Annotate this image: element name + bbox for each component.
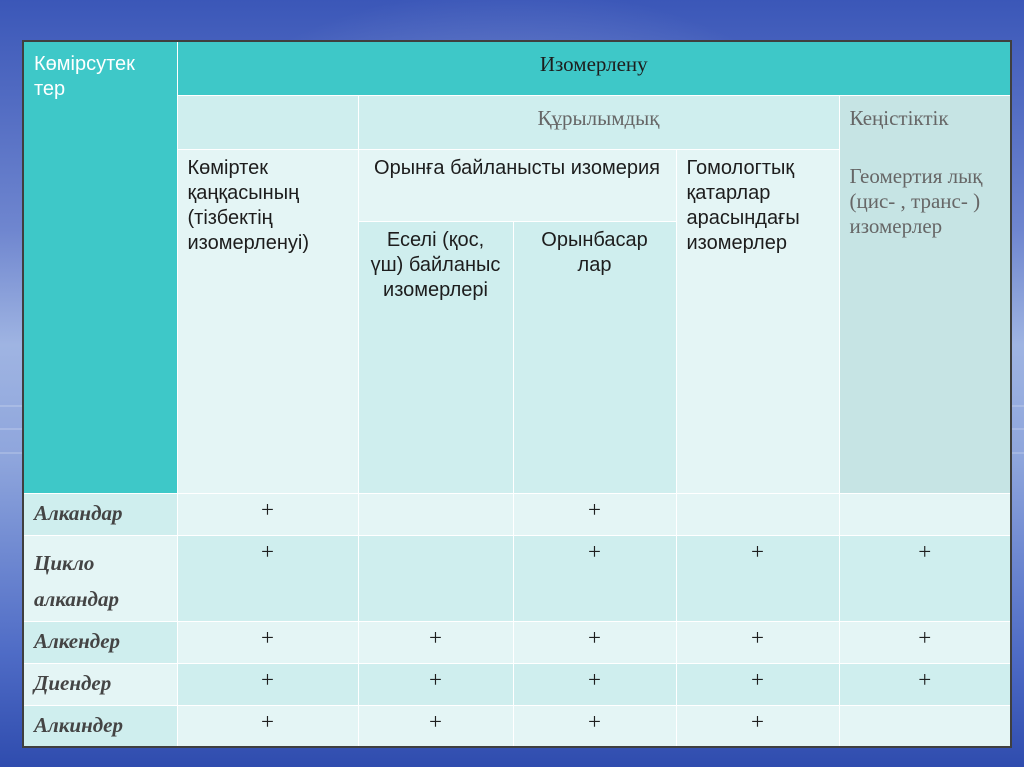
table-row bbox=[23, 493, 1011, 535]
table-cell bbox=[177, 663, 358, 705]
cell-value: + bbox=[261, 624, 274, 650]
table-cell bbox=[513, 705, 676, 747]
row-label: Цикло алкандар bbox=[34, 550, 119, 611]
table-cell bbox=[358, 621, 513, 663]
cell-value: + bbox=[918, 538, 932, 564]
cell-value: + bbox=[588, 666, 601, 692]
table-cell bbox=[177, 621, 358, 663]
header-spatial-label: Кеңістіктік bbox=[849, 105, 949, 130]
row-label: Алкендер bbox=[34, 628, 121, 653]
table-row bbox=[23, 535, 1011, 621]
cell-value: + bbox=[918, 666, 932, 692]
header-hydrocarbons-label: Көмірсутек тер bbox=[34, 53, 135, 100]
row-label-cell bbox=[23, 663, 177, 705]
cell-value: + bbox=[261, 708, 274, 734]
cell-value: + bbox=[261, 538, 274, 564]
row-label-cell bbox=[23, 535, 177, 621]
table-cell bbox=[177, 493, 358, 535]
header-empty-cell bbox=[177, 95, 358, 149]
table-cell bbox=[839, 621, 1011, 663]
table-cell bbox=[513, 621, 676, 663]
cell-value: + bbox=[751, 624, 764, 650]
table-cell bbox=[676, 705, 839, 747]
cell-value: + bbox=[751, 708, 764, 734]
header-multiple-bond-label: Еселі (қос, үш) байланыс изомерлері bbox=[370, 228, 501, 301]
cell-value: + bbox=[751, 538, 764, 564]
cell-value: + bbox=[429, 666, 442, 692]
header-substituent bbox=[513, 221, 676, 493]
cell-value: + bbox=[429, 708, 442, 734]
table-cell bbox=[177, 535, 358, 621]
table-cell bbox=[676, 493, 839, 535]
table-cell bbox=[358, 493, 513, 535]
cell-value: + bbox=[918, 624, 932, 650]
row-label-cell bbox=[23, 493, 177, 535]
row-label: Диендер bbox=[34, 670, 112, 695]
cell-value: + bbox=[588, 708, 601, 734]
cell-value bbox=[840, 706, 1011, 709]
table-cell bbox=[177, 705, 358, 747]
table-row bbox=[23, 663, 1011, 705]
table-row bbox=[23, 621, 1011, 663]
header-structural bbox=[358, 95, 839, 149]
table-cell bbox=[513, 535, 676, 621]
table-cell bbox=[358, 535, 513, 621]
cell-value: + bbox=[588, 496, 601, 522]
table-cell bbox=[358, 705, 513, 747]
cell-value: + bbox=[588, 538, 601, 564]
header-geometric-label: Геомертия лық (цис- , транс- ) изомерлер bbox=[849, 163, 983, 238]
row-label-cell bbox=[23, 705, 177, 747]
header-homolog bbox=[676, 149, 839, 493]
cell-value bbox=[359, 494, 513, 497]
row-label-cell bbox=[23, 621, 177, 663]
header-position-label: Орынға байланысты изомерия bbox=[374, 156, 660, 179]
header-hydrocarbons bbox=[23, 41, 177, 493]
header-position bbox=[358, 149, 676, 221]
table-cell bbox=[358, 663, 513, 705]
header-carbon-chain-label: Көміртек қаңқасының (тізбектің изомерленуі) bbox=[187, 156, 309, 254]
header-multiple-bond bbox=[358, 221, 513, 493]
cell-value: + bbox=[261, 666, 274, 692]
table-cell bbox=[676, 663, 839, 705]
row-label: Алкандар bbox=[34, 500, 123, 525]
header-substituent-label: Орынбасар лар bbox=[541, 228, 648, 276]
table-cell bbox=[839, 535, 1011, 621]
cell-value bbox=[359, 536, 513, 539]
table-row bbox=[23, 705, 1011, 747]
cell-value: + bbox=[751, 666, 764, 692]
table-cell bbox=[839, 705, 1011, 747]
header-isomerism-label: Изомерлену bbox=[539, 52, 648, 76]
header-isomerism bbox=[177, 41, 1011, 95]
header-homolog-label: Гомологтық қатарлар арасындағы изомерлер bbox=[686, 156, 800, 254]
header-structural-label: Құрылымдық bbox=[537, 105, 660, 130]
table-cell bbox=[676, 535, 839, 621]
row-label: Алкиндер bbox=[34, 712, 124, 737]
cell-value: + bbox=[429, 624, 442, 650]
cell-value bbox=[840, 494, 1011, 497]
table-cell bbox=[839, 493, 1011, 535]
table-cell bbox=[839, 663, 1011, 705]
table-cell bbox=[676, 621, 839, 663]
header-carbon-chain bbox=[177, 149, 358, 493]
cell-value: + bbox=[588, 624, 601, 650]
header-spatial bbox=[839, 95, 1011, 493]
cell-value bbox=[677, 494, 839, 497]
table-cell bbox=[513, 493, 676, 535]
cell-value: + bbox=[261, 496, 274, 522]
table-cell bbox=[513, 663, 676, 705]
isomerism-table bbox=[22, 40, 1012, 748]
